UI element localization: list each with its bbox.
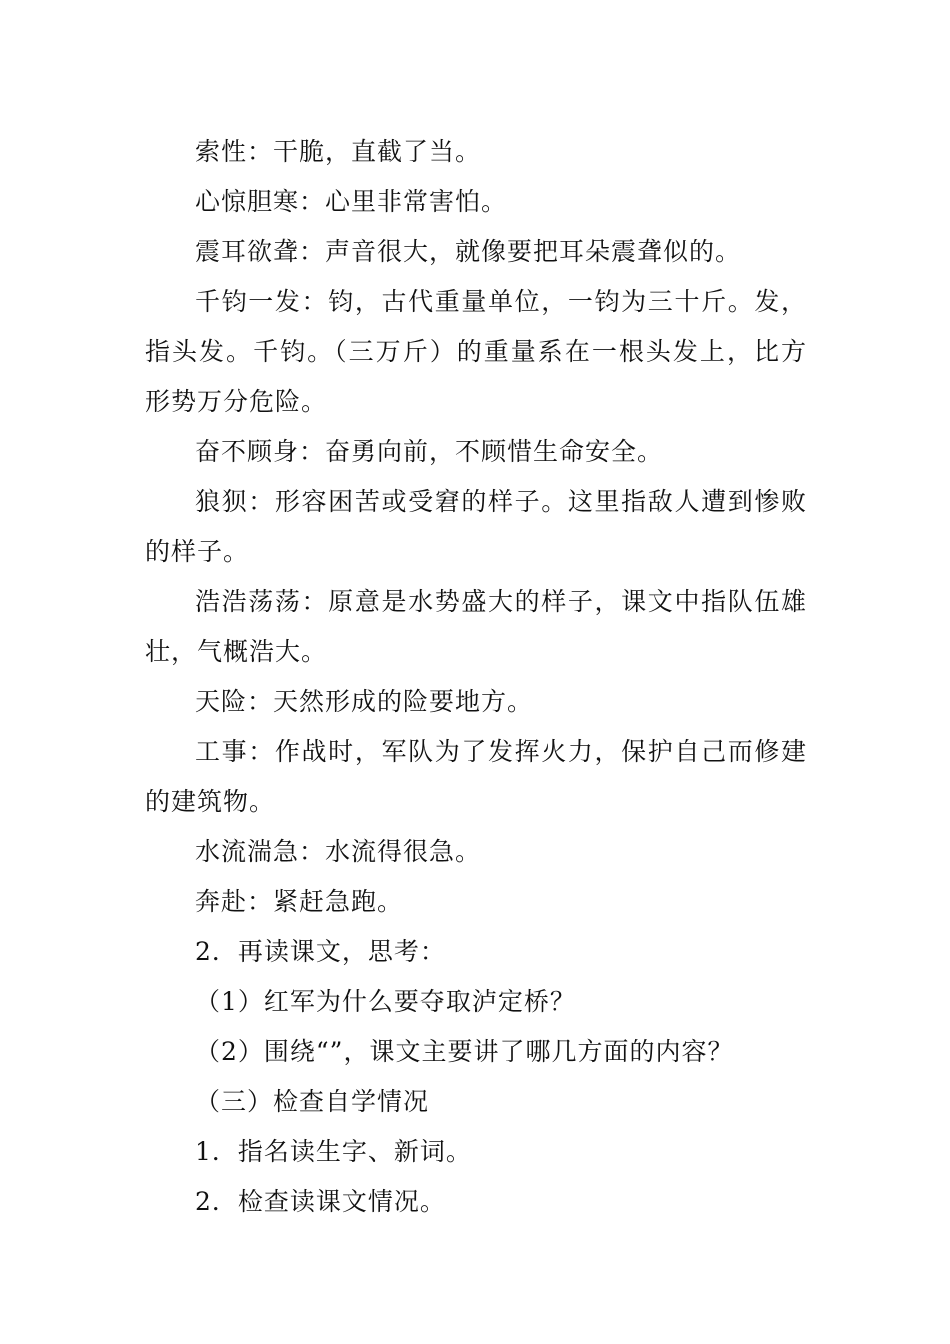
section-heading-check-self-study: （三）检查自学情况 xyxy=(195,1087,430,1116)
paragraph-step-2-check-reading: 2．检查读课文情况。 xyxy=(195,1187,446,1216)
paragraph-langbei: 狼狈：形容困苦或受窘的样子。这里指敌人遭到惨败的样子。 xyxy=(145,487,807,566)
paragraph-gongshi: 工事：作战时，军队为了发挥火力，保护自己而修建的建筑物。 xyxy=(145,737,807,816)
paragraph-question-1: （1）红军为什么要夺取泸定桥？ xyxy=(195,987,576,1016)
paragraph-tianxian: 天险：天然形成的险要地方。 xyxy=(195,687,534,716)
document-body xyxy=(145,127,807,1227)
paragraph-step-1-read-words: 1．指名读生字、新词。 xyxy=(195,1137,472,1166)
paragraph-zhenerryulong: 震耳欲聋：声音很大，就像要把耳朵震聋似的。 xyxy=(195,237,742,266)
paragraph-question-2: （2）围绕“”，课文主要讲了哪几方面的内容？ xyxy=(195,1037,734,1066)
paragraph-step-2-reread: 2．再读课文，思考： xyxy=(195,937,446,966)
paragraph-suoxing: 索性：干脆，直截了当。 xyxy=(195,137,482,166)
paragraph-qianjunyifa: 千钧一发：钧，古代重量单位，一钧为三十斤。发，指头发。千钧。（三万斤）的重量系在一根头发上，比方形势万分危险。 xyxy=(145,287,807,416)
paragraph-xinjingdanhan: 心惊胆寒：心里非常害怕。 xyxy=(195,187,508,216)
paragraph-shuiliutuanji: 水流湍急：水流得很急。 xyxy=(195,837,482,866)
paragraph-benfu: 奔赴：紧赶急跑。 xyxy=(195,887,404,916)
paragraph-fenbugushen: 奋不顾身：奋勇向前，不顾惜生命安全。 xyxy=(195,437,664,466)
paragraph-haohaodangdang: 浩浩荡荡：原意是水势盛大的样子，课文中指队伍雄壮，气概浩大。 xyxy=(145,587,807,666)
